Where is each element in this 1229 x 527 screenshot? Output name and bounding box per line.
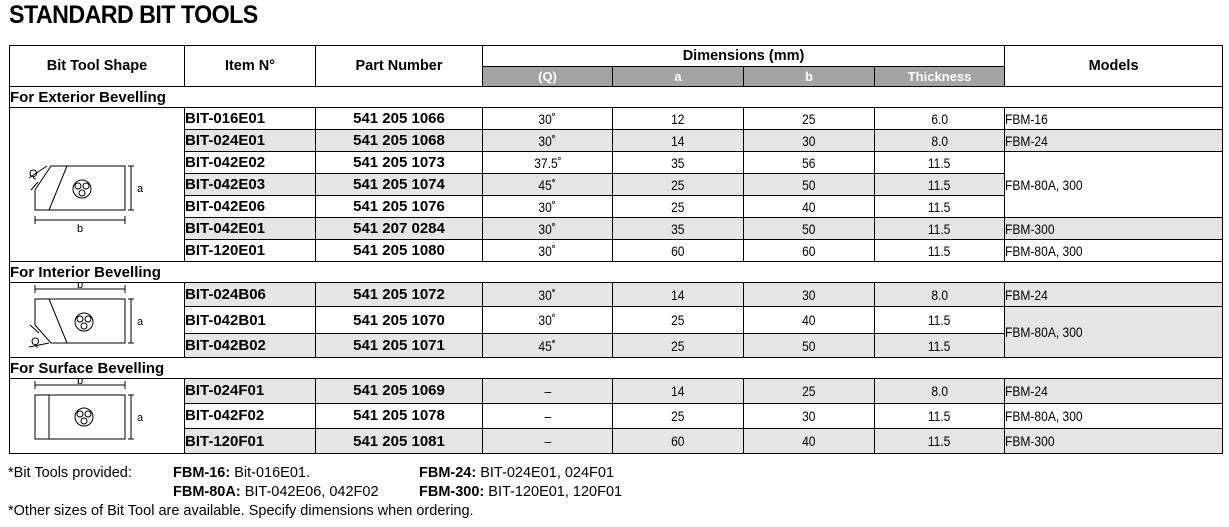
fbm300-label: FBM-300: xyxy=(419,484,485,500)
item-number: BIT-042E01 xyxy=(185,218,316,240)
dim-b: 60 xyxy=(802,242,816,259)
model: FBM-80A, 300 xyxy=(1005,242,1083,259)
dim-a: 60 xyxy=(671,242,685,259)
angle-q: – xyxy=(544,433,551,450)
angle-q: 30˚ xyxy=(538,220,557,237)
note-fbm16 xyxy=(173,465,310,481)
section-title-interior: For Interior Bevelling xyxy=(10,262,1223,283)
dim-a: 25 xyxy=(671,176,685,193)
section-title-exterior: For Exterior Bevelling xyxy=(10,87,1223,108)
header-dimensions: Dimensions (mm) xyxy=(483,46,1005,67)
part-number: 541 207 0284 xyxy=(316,218,483,240)
label-q: Q xyxy=(29,167,38,180)
note-other-sizes: *Other sizes of Bit Tool are available. Specify dimensions when ordering. xyxy=(8,503,474,519)
thickness: 11.5 xyxy=(928,220,951,237)
item-number: BIT-042E02 xyxy=(185,152,316,174)
thickness: 8.0 xyxy=(931,132,948,149)
dim-b: 56 xyxy=(802,154,816,171)
angle-q: 30˚ xyxy=(538,132,557,149)
note-provided xyxy=(8,465,132,481)
dim-a: 14 xyxy=(671,382,685,399)
dim-a: 25 xyxy=(671,337,685,354)
part-number: 541 205 1074 xyxy=(316,174,483,196)
label-a: a xyxy=(137,316,144,328)
dim-a: 35 xyxy=(671,220,685,237)
header-angle-q: (Q) xyxy=(483,67,613,87)
model: FBM-80A, 300 xyxy=(1005,407,1083,424)
dim-b: 50 xyxy=(802,220,816,237)
dim-b: 50 xyxy=(802,337,816,354)
model: FBM-300 xyxy=(1005,220,1055,237)
thickness: 11.5 xyxy=(928,433,951,450)
bit-tools-table xyxy=(9,45,1223,454)
part-number: 541 205 1080 xyxy=(316,240,483,262)
model: FBM-300 xyxy=(1005,433,1055,450)
fbm80a-label: FBM-80A: xyxy=(173,484,241,500)
dim-b: 25 xyxy=(802,110,816,127)
label-a: a xyxy=(137,412,144,424)
dim-a: 14 xyxy=(671,132,685,149)
part-number: 541 205 1071 xyxy=(316,334,483,358)
label-a: a xyxy=(137,182,144,195)
thickness: 11.5 xyxy=(928,154,951,171)
dim-a: 25 xyxy=(671,312,685,328)
label-b: b xyxy=(77,379,84,387)
header-dim-a: a xyxy=(613,67,744,87)
dim-b: 30 xyxy=(802,132,816,149)
item-number: BIT-120E01 xyxy=(185,240,316,262)
header-part-number: Part Number xyxy=(316,46,483,87)
item-number: BIT-042E06 xyxy=(185,196,316,218)
fbm16-label: FBM-16: xyxy=(173,465,231,481)
item-number: BIT-042B02 xyxy=(185,334,316,358)
angle-q: 30˚ xyxy=(538,198,557,215)
shape-diagram-surface xyxy=(10,379,185,454)
label-q: Q xyxy=(31,336,40,348)
dim-a: 12 xyxy=(671,110,685,127)
angle-q: 37.5˚ xyxy=(533,154,562,171)
header-item: Item N° xyxy=(185,46,316,87)
angle-q: 45˚ xyxy=(538,337,557,354)
model: FBM-24 xyxy=(1005,382,1048,399)
item-number: BIT-120F01 xyxy=(185,429,316,454)
section-title-surface: For Surface Bevelling xyxy=(10,358,1223,379)
dim-a: 25 xyxy=(671,407,685,424)
model: FBM-80A, 300 xyxy=(1005,324,1083,340)
model: FBM-24 xyxy=(1005,286,1048,303)
angle-q: – xyxy=(544,382,551,399)
item-number: BIT-024B06 xyxy=(185,283,316,307)
fbm24-value: BIT-024E01, 024F01 xyxy=(480,465,615,481)
thickness: 6.0 xyxy=(931,110,948,127)
fbm300-value: BIT-120E01, 120F01 xyxy=(488,484,623,500)
label-b: b xyxy=(77,283,84,291)
part-number: 541 205 1066 xyxy=(316,108,483,130)
dim-a: 25 xyxy=(671,198,685,215)
model: FBM-24 xyxy=(1005,132,1048,149)
part-number: 541 205 1069 xyxy=(316,379,483,404)
angle-q: 30˚ xyxy=(538,110,557,127)
note-provided-label: *Bit Tools provided: xyxy=(8,465,132,481)
thickness: 8.0 xyxy=(931,382,948,399)
angle-q: 30˚ xyxy=(538,312,557,328)
dim-b: 40 xyxy=(802,312,816,328)
item-number: BIT-024F01 xyxy=(185,379,316,404)
header-shape: Bit Tool Shape xyxy=(10,46,185,87)
part-number: 541 205 1081 xyxy=(316,429,483,454)
thickness: 11.5 xyxy=(928,198,951,215)
item-number: BIT-042B01 xyxy=(185,307,316,334)
header-dim-b: b xyxy=(744,67,875,87)
dim-a: 14 xyxy=(671,286,685,303)
dim-b: 40 xyxy=(802,198,816,215)
dim-b: 30 xyxy=(802,286,816,303)
header-thickness: Thickness xyxy=(875,67,1005,87)
page-title: STANDARD BIT TOOLS xyxy=(9,1,258,29)
model: FBM-16 xyxy=(1005,110,1048,127)
thickness: 11.5 xyxy=(928,407,951,424)
note-fbm80a xyxy=(173,484,379,500)
part-number: 541 205 1072 xyxy=(316,283,483,307)
thickness: 11.5 xyxy=(928,176,951,193)
angle-q: 45˚ xyxy=(538,176,557,193)
header-models: Models xyxy=(1005,46,1223,87)
model: FBM-80A, 300 xyxy=(1005,176,1083,193)
angle-q: 30˚ xyxy=(538,242,557,259)
fbm80a-value: BIT-042E06, 042F02 xyxy=(244,484,379,500)
dim-a: 35 xyxy=(671,154,685,171)
thickness: 11.5 xyxy=(928,337,951,354)
dim-b: 25 xyxy=(802,382,816,399)
part-number: 541 205 1078 xyxy=(316,403,483,429)
surface-bit-diagram xyxy=(27,379,167,451)
thickness: 8.0 xyxy=(931,286,948,303)
thickness: 11.5 xyxy=(928,242,951,259)
dim-b: 50 xyxy=(802,176,816,193)
note-fbm24 xyxy=(419,465,614,481)
angle-q: 30˚ xyxy=(538,286,557,303)
fbm16-value: Bit-016E01. xyxy=(234,465,311,481)
dim-a: 60 xyxy=(671,433,685,450)
item-number: BIT-042F02 xyxy=(185,403,316,429)
item-number: BIT-024E01 xyxy=(185,130,316,152)
note-fbm300 xyxy=(419,484,622,500)
shape-diagram-interior xyxy=(10,283,185,358)
part-number: 541 205 1070 xyxy=(316,307,483,334)
dim-b: 40 xyxy=(802,433,816,450)
item-number: BIT-042E03 xyxy=(185,174,316,196)
angle-q: – xyxy=(544,407,551,424)
shape-diagram-exterior xyxy=(10,108,185,262)
part-number: 541 205 1076 xyxy=(316,196,483,218)
thickness: 11.5 xyxy=(928,312,951,328)
part-number: 541 205 1073 xyxy=(316,152,483,174)
label-b: b xyxy=(77,222,84,234)
fbm24-label: FBM-24: xyxy=(419,465,477,481)
item-number: BIT-016E01 xyxy=(185,108,316,130)
interior-bit-diagram xyxy=(27,283,167,355)
part-number: 541 205 1068 xyxy=(316,130,483,152)
dim-b: 30 xyxy=(802,407,816,424)
exterior-bit-diagram xyxy=(27,134,167,234)
